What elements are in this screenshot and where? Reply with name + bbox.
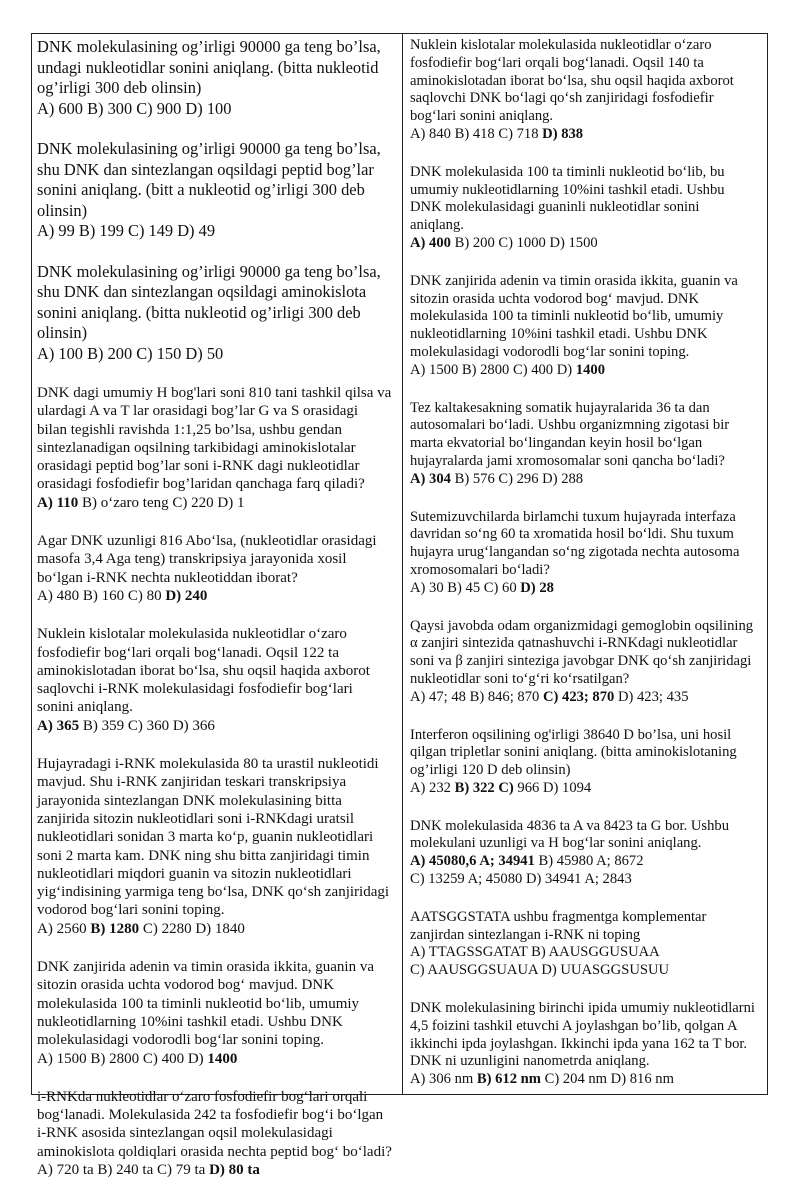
answer-pre: A) 480 B) 160 C) 80: [37, 587, 166, 604]
answer-options: [410, 853, 762, 889]
answer-options: [410, 471, 762, 489]
answer-pre: A) 720 ta B) 240 ta C) 79 ta: [37, 1161, 210, 1178]
answer-options: [410, 362, 762, 380]
question-text: DNK zanjirida adenin va timin orasida ikkita, guanin va sitozin orasida uchta vodorod bog‘ mavjud. DNK molekulasida 100 ta timinli nukleotid bo‘lib, umumiy nukleotidlarning 10%ini tashkil etadi. Ushbu DNK molekulasidagi vodorodli bog‘lar sonini toping.: [37, 959, 374, 1049]
answer-post: B) 359 C) 360 D) 366: [79, 717, 215, 734]
question-text: Tez kaltakesakning somatik hujayralarida 36 ta dan autosomalari bo‘ladi. Ushbu organizmning zigotasi bir marta ekvatorial bo‘lingandan keyin hosil bo‘lgan hujayralarda jami xromosomalar soni qancha bo‘ladi?: [410, 399, 730, 469]
correct-answer: A) 400: [410, 234, 451, 251]
question-text: DNK zanjirida adenin va timin orasida ikkita, guanin va sitozin orasida uchta vodorod bog‘ mavjud. DNK molekulasida 100 ta timinli nukleotid bo‘lib, umumiy nukleotidlarning 10%ini tashkil etadi. Ushbu DNK molekulasidagi vodorodli bog‘lar sonini toping.: [410, 272, 738, 360]
answer-options: [37, 494, 393, 512]
question-text: DNK molekulasining og’irligi 90000 ga teng bo’lsa, undagi nukleotidlar sonini aniqlang. (bitta nukleotid og’irligi 300 deb olinsin): [37, 37, 381, 97]
correct-answer: A) 304: [410, 470, 451, 487]
correct-answer: D) 28: [520, 579, 554, 596]
correct-answer: A) 110: [37, 494, 79, 511]
question: [37, 755, 393, 938]
question-text: i-RNKda nukleotidlar o‘zaro fosfodiefir bog‘lari orqali bog‘lanadi. Molekulasida 242 ta fosfodiefir bog‘i bo‘lgan i-RNK asosida sintezlangan oqsil molekulasidagi aminokislota qoldiqlari orasida nechta peptid bog‘ bo‘ladi?: [37, 1088, 392, 1160]
question-text: DNK molekulasining birinchi ipida umumiy nukleotidlarni 4,5 foizini tashkil etuvchi A joylashgan bo’lib, qolgan A ikkinchi ipda joylashgan. Ikkinchi ipda yana 162 ta T bor. DNK ni uzunligini nanometrda aniqlang.: [410, 1000, 755, 1070]
question-text: Agar DNK uzunligi 816 Abo‘lsa, (nukleotidlar orasidagi masofa 3,4 Aga teng) transkripsiya jarayonida xosil bo‘lgan i-RNK nechta nukleotiddan iborat?: [37, 533, 377, 586]
answer-pre: A) 232: [410, 779, 455, 796]
question-text: DNK molekulasida 100 ta timinli nukleotid bo‘lib, bu umumiy nukleotidlarning 10%ini tashkil etadi. Ushbu DNK molekulasidagi guaninli nukleotidlar sonini aniqlang.: [410, 163, 725, 234]
question-text: DNK molekulasining og’irligi 90000 ga teng bo’lsa, shu DNK dan sintezlangan oqsildagi peptid bog’lar sonini aniqlang. (bitt a nukleotid og’irligi 300 deb olinsin): [37, 139, 381, 220]
correct-answer: 1400: [575, 361, 605, 378]
right-column: [410, 37, 762, 1109]
answer-options: [410, 944, 762, 980]
answer-post: D) 423; 435: [614, 688, 689, 705]
question-text: DNK molekulasida 4836 ta A va 8423 ta G bor. Ushbu molekulani uzunligi va H bog‘lar sonini aniqlang.: [410, 817, 730, 852]
correct-answer: D) 838: [542, 125, 584, 142]
answer-pre: A) 47; 48 B) 846; 870: [410, 688, 543, 705]
answer-options: A) 600 B) 300 C) 900 D) 100: [37, 98, 232, 118]
answer-options: [410, 235, 762, 253]
answer-options: [410, 780, 762, 798]
answer-post: C) 2280 D) 1840: [139, 920, 245, 937]
question: [37, 1088, 393, 1179]
question: [410, 909, 762, 980]
question-text: Sutemizuvchilarda birlamchi tuxum hujayrada interfaza davridan so‘ng 60 ta xromatida hosil bo‘ldi. Shu tuxum hujayra urug‘langandan so‘ng zigotada nechta autosoma xromosomalari bo‘ladi?: [410, 508, 740, 578]
question: [37, 139, 393, 242]
answer-options: [410, 580, 762, 598]
answer-pre: A) TTAGSSGATAT B) AAUSGGUSUAA C) AAUSGGSUAUA D) UUASGGSUSUU: [410, 944, 670, 979]
question-text: AATSGGSTATA ushbu fragmentga komplementar zanjirdan sintezlangan i-RNK ni toping: [410, 908, 707, 943]
answer-options: [37, 1161, 393, 1179]
correct-answer: B) 322 C): [454, 779, 514, 796]
answer-post: B) o‘zaro teng C) 220 D) 1: [78, 494, 245, 511]
question: [410, 273, 762, 380]
answer-options: [410, 1071, 762, 1089]
answer-pre: A) 840 B) 418 C) 718: [410, 125, 543, 142]
answer-post: C) 204 nm D) 816 nm: [540, 1071, 674, 1088]
question: [37, 384, 393, 512]
correct-answer: B) 1280: [90, 920, 140, 937]
question: [410, 818, 762, 889]
answer-pre: A) 1500 B) 2800 C) 400 D): [410, 361, 576, 378]
answer-post: B) 576 C) 296 D) 288: [450, 470, 584, 487]
answer-options: [410, 126, 762, 144]
question-text: DNK dagi umumiy H bog'lari soni 810 tani tashkil qilsa va ulardagi A va T lar orasidagi bog’lar G va S orasidagi bilan tegishli ravishda 1:1,25 bo’lsa, ushbu gendan sintezlanadigan oqsilning tarkibidagi aminokislotalar orasidagi peptid bog’lar soni i-RNK dagi nukleotidlar orasidagi fosfodiefir bog’laridan qanchaga farq qiladi?: [37, 385, 392, 493]
answer-post: 966 D) 1094: [513, 779, 592, 796]
question: [37, 262, 393, 365]
answer-options: [37, 920, 393, 938]
question-text: Nuklein kislotalar molekulasida nukleotidlar o‘zaro fosfodiefir bog‘lari orqali bog‘lanadi. Oqsil 140 ta aminokislotadan iborat bo‘lsa, shu oqsil haqida axborot saqlovchi DNK bo‘lagi qo‘sh zanjiridagi fosfodiefir bog‘lari sonini aniqlang.: [410, 37, 734, 125]
answer-options: [37, 717, 393, 735]
column-divider: [402, 33, 403, 1095]
question: [410, 400, 762, 489]
correct-answer: B) 612 nm: [476, 1071, 541, 1088]
answer-post: B) 200 C) 1000 D) 1500: [450, 234, 598, 251]
question: [410, 618, 762, 707]
correct-answer: 1400: [207, 1050, 238, 1067]
correct-answer: A) 365: [37, 717, 80, 734]
question-text: Nuklein kislotalar molekulasida nukleotidlar o‘zaro fosfodiefir bog‘lari orqali bog‘lanadi. Oqsil 122 ta aminokislotadan iborat bo‘lsa, shu oqsil haqida axborot saqlovchi i-RNK molekulasidagi fosfodiefir bog‘lari sonini aniqlang.: [37, 626, 370, 716]
question-text: Qaysi javobda odam organizmidagi gemoglobin oqsilining α zanjiri sintezida qatnashuvchi i-RNKdagi nukleotidlar soni va β zanjiri sinteziga javobgar DNK qo‘sh zanjiridagi nukleotidlar soni to‘g‘ri ko‘rsatilgan?: [410, 617, 754, 687]
answer-pre: A) 1500 B) 2800 C) 400 D): [37, 1050, 208, 1067]
answer-options: A) 99 B) 199 C) 149 D) 49: [37, 221, 216, 240]
question: [37, 625, 393, 735]
answer-options: A) 100 B) 200 C) 150 D) 50: [37, 343, 224, 363]
question: [410, 164, 762, 253]
left-column: [37, 37, 393, 1199]
question: [410, 1000, 762, 1089]
question: [410, 37, 762, 144]
question-text: DNK molekulasining og’irligi 90000 ga teng bo’lsa, shu DNK dan sintezlangan oqsildagi aminokislota sonini aniqlang. (bitta nukleotid og’irligi 300 deb olinsin): [37, 261, 381, 342]
correct-answer: D) 80 ta: [209, 1161, 260, 1178]
correct-answer: C) 423; 870: [542, 688, 615, 705]
answer-pre: A) 2560: [37, 920, 91, 937]
question: [37, 958, 393, 1068]
question: [37, 532, 393, 605]
correct-answer: A) 45080,6 A; 34941: [410, 853, 535, 870]
answer-options: [37, 587, 393, 605]
answer-post: B) 45980 A; 8672 C) 13259 A; 45080 D) 34941 A; 2843: [410, 853, 644, 888]
answer-options: [37, 1050, 393, 1068]
question-text: Interferon oqsilining og'irligi 38640 D bo’lsa, uni hosil qilgan tripletlar sonini aniqlang. (bitta aminokislotaning og’irligi 120 D deb olinsin): [410, 726, 737, 779]
question-text: Hujayradagi i-RNK molekulasida 80 ta urastil nukleotidi mavjud. Shu i-RNK zanjiridan teskari transkripsiya jarayonida sintezlangan DNK molekulasining bitta zanjirida sitozin nukleotidlari soni i-RNKdagi uratsil nukleotidlari sonidan 3 marta ko‘p, guanin nukleotidlari soni 2 marta kam. DNK ning shu bitta zanjiridagi timin nukleotidlari miqdori guanin va sitozin nukleotidlari yig‘indisining yarmiga teng bo‘lsa, DNK qo‘sh zanjiridagi vodorod bog‘lari sonini toping.: [37, 756, 390, 919]
answer-pre: A) 306 nm: [410, 1071, 477, 1088]
question: [410, 727, 762, 798]
answer-options: [410, 689, 762, 707]
question: [37, 37, 393, 119]
correct-answer: D) 240: [165, 587, 208, 604]
answer-pre: A) 30 B) 45 C) 60: [410, 579, 521, 596]
question: [410, 509, 762, 598]
